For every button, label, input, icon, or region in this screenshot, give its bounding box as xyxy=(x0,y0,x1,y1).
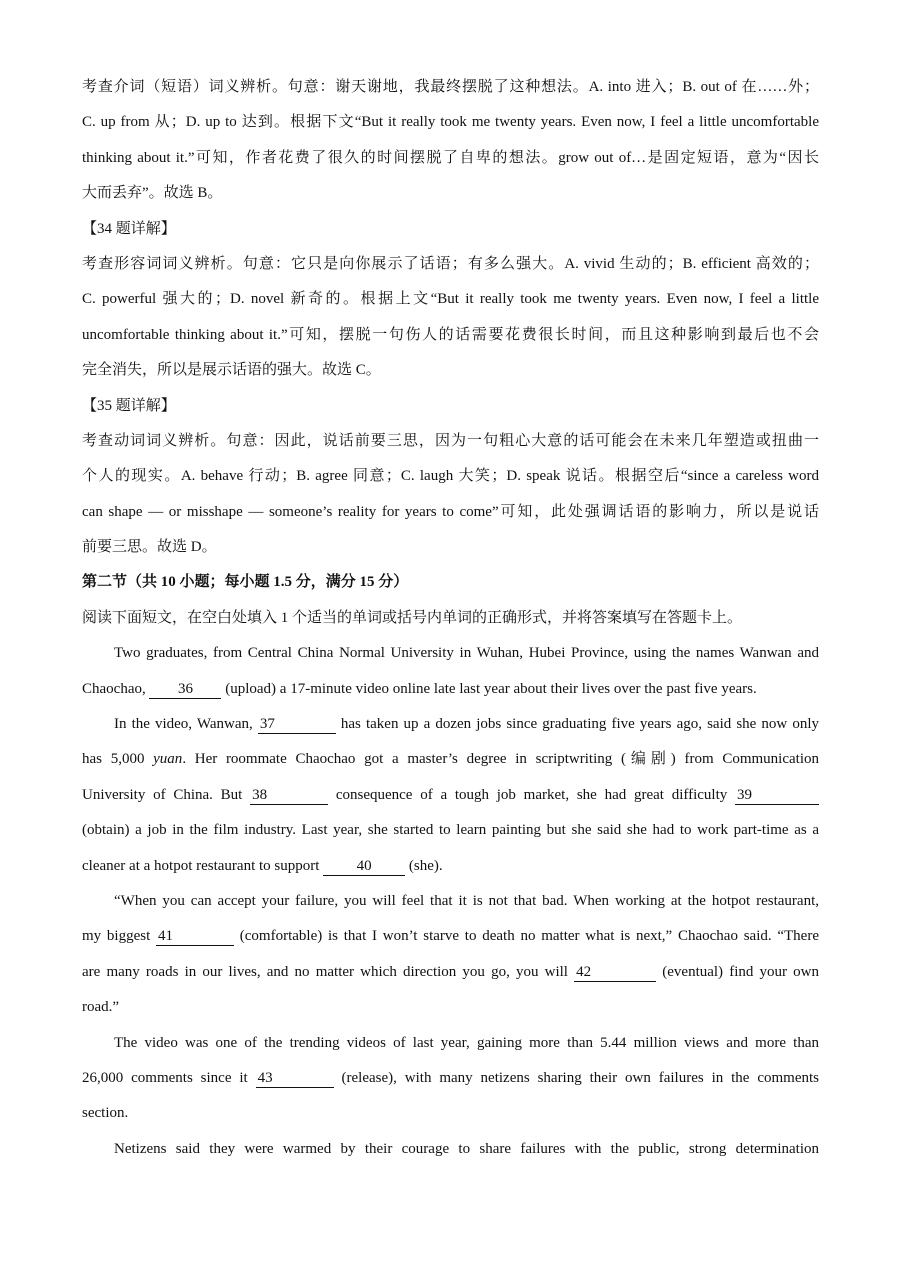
passage-italic-word: yuan xyxy=(153,751,183,768)
passage-line xyxy=(82,742,819,777)
passage-text: . Her roommate Chaochao got a master’s degree in scriptwriting (编剧) from Communication xyxy=(182,751,819,768)
answer-blank-41: 41 xyxy=(156,927,234,946)
passage-text: (upload) a 17-minute video online late last year about their lives over the past five years. xyxy=(221,680,757,697)
passage-line xyxy=(82,707,819,742)
passage-line xyxy=(82,672,819,707)
q34-explanation-line: C. powerful 强大的；D. novel 新奇的。根据上文“But it really took me twenty years. Even now, I feel a little xyxy=(82,291,819,308)
q35-explanation-line: can shape — or misshape — someone’s reality for years to come”可知，此处强调话语的影响力，所以是说话 xyxy=(82,503,819,520)
passage-text: (eventual) find your own xyxy=(656,963,819,980)
passage-text: are many roads in our lives, and no matter which direction you go, you will xyxy=(82,963,575,980)
section-title: 第二节（共 10 小题；每小题 1.5 分，满分 15 分） xyxy=(82,574,409,591)
q34-explanation-line: uncomfortable thinking about it.”可知，摆脱一句伤人的话需要花费很长时间，而且这种影响到最后也不会 xyxy=(82,326,819,343)
passage-text: (release), with many netizens sharing their own failures in the comments xyxy=(333,1069,820,1086)
q35-explanation-line: 考查动词词义辨析。句意：因此，说话前要三思，因为一句粗心大意的话可能会在未来几年塑造或扭曲一 xyxy=(82,432,819,449)
answer-blank-40: 40 xyxy=(323,857,405,876)
q35-explanation-line: 前要三思。故选 D。 xyxy=(82,539,217,556)
passage-text: Chaochao, xyxy=(82,680,150,697)
passage-text: has 5,000 xyxy=(82,751,154,768)
passage-line: The video was one of the trending videos of last year, gaining more than 5.44 million views and more than xyxy=(114,1034,819,1051)
answer-blank-37: 37 xyxy=(258,715,336,734)
passage-text: my biggest xyxy=(82,928,157,945)
q33-explanation-line: 大而丢弃”。故选 B。 xyxy=(82,185,223,202)
passage-line xyxy=(82,849,819,884)
passage-line: section. xyxy=(82,1105,129,1122)
q33-explanation-line: thinking about it.”可知，作者花费了很久的时间摆脱了自卑的想法。grow out of…是固定短语，意为“因长 xyxy=(82,149,819,166)
q35-explanation-line: 个人的现实。A. behave 行动；B. agree 同意；C. laugh 大笑；D. speak 说话。根据空后“since a careless word xyxy=(82,468,819,485)
section-instruction: 阅读下面短文，在空白处填入 1 个适当的单词或括号内单词的正确形式，并将答案填写在答题卡上。 xyxy=(82,609,743,626)
answer-blank-43: 43 xyxy=(256,1069,334,1088)
q33-explanation-line: 考查介词（短语）词义辨析。句意：谢天谢地，我最终摆脱了这种想法。A. into 进入；B. out of 在……外； xyxy=(82,79,819,95)
answer-blank-36: 36 xyxy=(149,680,221,699)
passage-text: consequence of a tough job market, she had great difficulty xyxy=(328,786,736,803)
passage-line xyxy=(82,955,819,990)
answer-blank-38: 38 xyxy=(250,786,328,805)
passage-text: (comfortable) is that I won’t starve to death no matter what is next,” Chaochao said. “There xyxy=(234,928,819,945)
passage-line xyxy=(82,778,819,813)
q34-explanation-line: 考查形容词词义辨析。句意：它只是向你展示了话语；有多么强大。A. vivid 生动的；B. efficient 高效的； xyxy=(82,255,819,272)
passage-line: road.” xyxy=(82,999,120,1016)
passage-line: Netizens said they were warmed by their courage to share failures with the public, strong determination xyxy=(114,1140,819,1157)
document-page xyxy=(82,70,819,1167)
passage-text: University of China. But xyxy=(82,786,251,803)
answer-blank-39: 39 xyxy=(735,786,819,805)
passage-text: has taken up a dozen jobs since graduating five years ago, said she now only xyxy=(335,716,819,733)
passage-line: Two graduates, from Central China Normal University in Wuhan, Hubei Province, using the names Wanwan and xyxy=(114,645,819,662)
answer-blank-42: 42 xyxy=(574,963,656,982)
passage-text: (she). xyxy=(405,857,443,874)
passage-line: (obtain) a job in the film industry. Last year, she started to learn painting but she said she had to work part-time as a xyxy=(82,822,819,839)
q34-heading: 【34 题详解】 xyxy=(82,220,176,237)
q35-heading: 【35 题详解】 xyxy=(82,397,176,414)
passage-line xyxy=(82,1061,819,1096)
q33-explanation-line: C. up from 从；D. up to 达到。根据下文“But it really took me twenty years. Even now, I feel a little uncomfortable xyxy=(82,114,819,131)
passage-line xyxy=(82,919,819,954)
passage-text: 26,000 comments since it xyxy=(82,1069,256,1086)
passage-text: In the video, Wanwan, xyxy=(114,716,258,733)
passage-text: cleaner at a hotpot restaurant to support xyxy=(82,857,324,874)
passage-line: “When you can accept your failure, you will feel that it is not that bad. When working at the hotpot restaurant, xyxy=(114,892,819,909)
q34-explanation-line: 完全消失，所以是展示话语的强大。故选 C。 xyxy=(82,362,381,379)
